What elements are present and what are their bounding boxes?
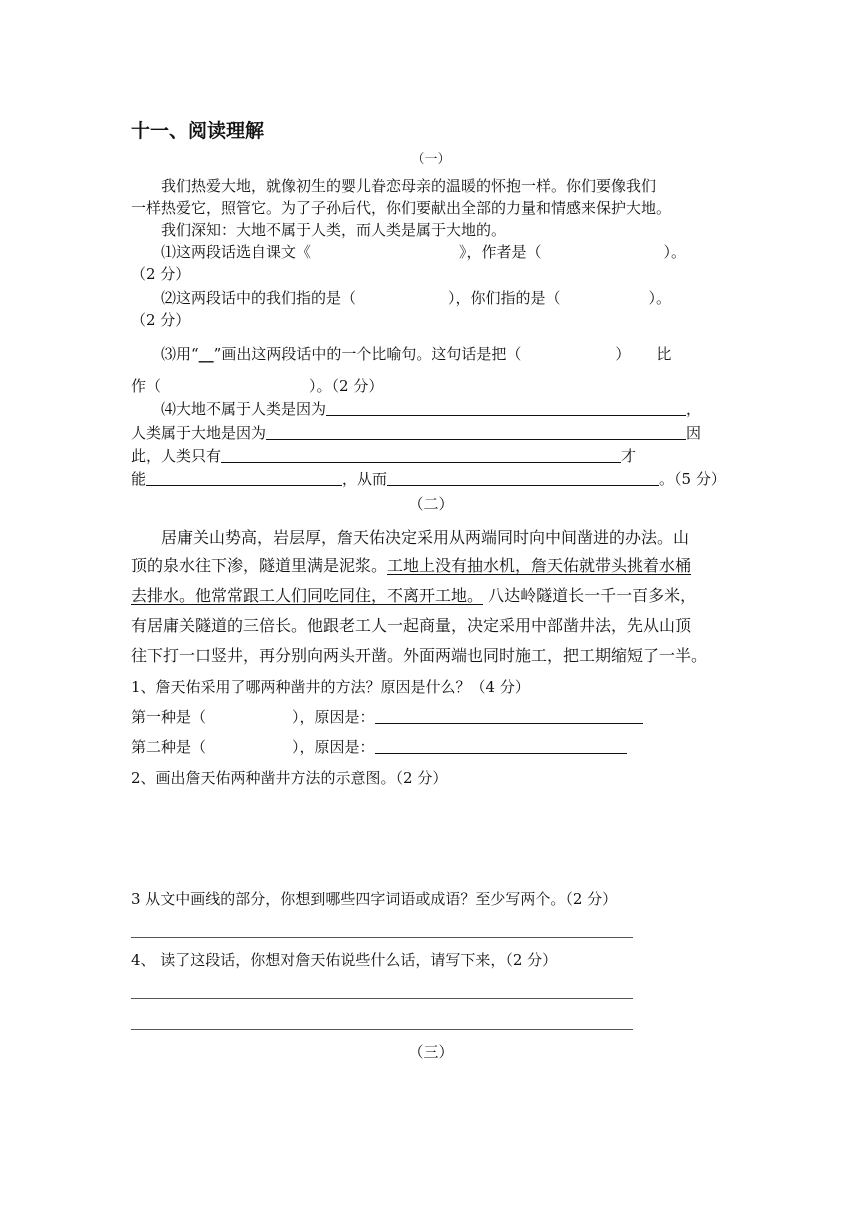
question-1-1-score: （2 分） <box>131 265 191 283</box>
question-1-4-line-3: 此，人类只有 才 <box>131 447 637 465</box>
part-one-paragraph-line: 一样热爱它，照管它。为了子孙后代，你们要献出全部的力量和情感来保护大地。 <box>131 199 672 217</box>
question-2-1-a: 第一种是（ ），原因是： <box>131 707 731 727</box>
answer-line[interactable] <box>375 707 643 724</box>
underlined-sentence: 去排水。他常常跟工人们同吃同住，不离开工地。 <box>131 586 484 605</box>
drawing-area[interactable] <box>131 795 731 880</box>
part-two-paragraph-line: 有居庸关隧道的三倍长。他跟老工人一起商量，决定采用中部凿井法，先从山顶 <box>131 616 692 635</box>
underline-mark: __ <box>198 345 214 363</box>
question-1-4-line-2: 人类属于大地是因为 因 <box>131 424 702 442</box>
question-1-2-score: （2 分） <box>131 311 191 329</box>
part-two-paragraph-line: 去排水。他常常跟工人们同吃同住，不离开工地。 八达岭隧道长一千一百多米， <box>131 586 697 605</box>
question-1-3: ⑶用“__”画出这两段话中的一个比喻句。这句话是把（ ） 比 <box>161 345 672 363</box>
answer-line[interactable] <box>387 469 659 486</box>
underlined-sentence: 工地上没有抽水机，詹天佑就带头挑着水桶 <box>387 556 692 575</box>
question-1-2: ⑵这两段话中的我们指的是（ ），你们指的是（ ）。 <box>161 289 672 307</box>
answer-line[interactable] <box>131 937 633 938</box>
part-one-paragraph-line: 我们热爱大地，就像初生的婴儿眷恋母亲的温暖的怀抱一样。你们要像我们 <box>161 177 657 195</box>
answer-line[interactable] <box>131 998 633 999</box>
question-2-4: 4、 读了这段话，你想对詹天佑说些什么话，请写下来，（2 分） <box>131 951 558 969</box>
answer-line[interactable] <box>375 737 627 754</box>
question-1-4: ⑷大地不属于人类是因为 ， <box>161 400 702 418</box>
answer-line[interactable] <box>326 399 686 416</box>
answer-line[interactable] <box>221 446 621 463</box>
part-two-paragraph-line: 居庸关山势高，岩层厚，詹天佑决定采用从两端同时向中间凿进的办法。山 <box>161 528 690 547</box>
question-2-1-b: 第二种是（ ），原因是： <box>131 737 731 757</box>
answer-line[interactable] <box>146 469 342 486</box>
part-two-paragraph-line: 往下打一口竖井，再分别向两头开凿。外面两端也同时施工，把工期缩短了一半。 <box>131 646 708 665</box>
question-2-3: 3 从文中画线的部分，你想到哪些四字词语或成语？至少写两个。（2 分） <box>131 890 618 908</box>
question-1-1: ⑴这两段话选自课文《 》，作者是（ ）。 <box>161 243 687 261</box>
question-2-1: 1、詹天佑采用了哪两种凿井的方法？原因是什么？（4 分） <box>131 678 530 696</box>
answer-line[interactable] <box>131 1029 633 1030</box>
part-three-label: （三） <box>408 1043 454 1061</box>
answer-line[interactable] <box>266 423 686 440</box>
question-1-4-line-4: 能 ，从而 。（5 分） <box>131 470 726 488</box>
question-1-3-cont: 作（ ）。（2 分） <box>131 377 384 395</box>
question-2-2: 2、画出詹天佑两种凿井方法的示意图。（2 分） <box>131 769 448 787</box>
part-two-label: （二） <box>408 495 454 513</box>
part-one-label: （一） <box>411 152 451 167</box>
section-title: 十一、阅读理解 <box>131 120 265 142</box>
part-one-paragraph-2: 我们深知：大地不属于人类，而人类是属于大地的。 <box>161 221 507 239</box>
part-two-paragraph-line: 顶的泉水往下渗，隧道里满是泥浆。工地上没有抽水机，詹天佑就带头挑着水桶 <box>131 556 692 575</box>
